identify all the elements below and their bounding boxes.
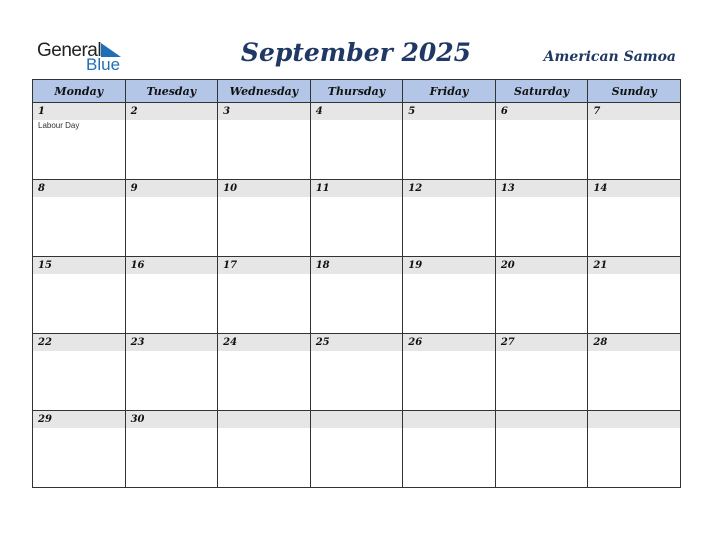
day-cell xyxy=(495,334,588,411)
day-number: 19 xyxy=(403,257,495,274)
day-number xyxy=(218,411,310,428)
day-number: 21 xyxy=(588,257,680,274)
day-number: 26 xyxy=(403,334,495,351)
day-cell xyxy=(218,103,311,180)
day-cell xyxy=(33,411,126,488)
day-cell xyxy=(403,334,496,411)
day-number: 18 xyxy=(311,257,403,274)
country-name: American Samoa xyxy=(543,49,676,65)
day-cell xyxy=(588,257,681,334)
day-number: 29 xyxy=(33,411,125,428)
calendar-title: September 2025 xyxy=(240,38,472,67)
holiday-label: Labour Day xyxy=(38,121,80,130)
day-cell xyxy=(125,411,218,488)
day-number: 12 xyxy=(403,180,495,197)
day-number: 4 xyxy=(311,103,403,120)
week-row xyxy=(33,334,681,411)
day-cell xyxy=(495,180,588,257)
day-number: 25 xyxy=(311,334,403,351)
day-cell xyxy=(588,334,681,411)
day-cell xyxy=(125,180,218,257)
week-row xyxy=(33,257,681,334)
day-number: 11 xyxy=(311,180,403,197)
day-cell xyxy=(403,411,496,488)
day-cell xyxy=(588,103,681,180)
week-row xyxy=(33,103,681,180)
day-number xyxy=(311,411,403,428)
weekday-friday: Friday xyxy=(403,80,496,103)
day-cell xyxy=(403,180,496,257)
day-cell xyxy=(33,103,126,180)
weekday-saturday: Saturday xyxy=(495,80,588,103)
day-cell xyxy=(310,257,403,334)
day-cell xyxy=(495,257,588,334)
day-cell xyxy=(33,180,126,257)
day-number xyxy=(588,411,680,428)
day-number: 8 xyxy=(33,180,125,197)
day-number: 22 xyxy=(33,334,125,351)
weekday-monday: Monday xyxy=(33,80,126,103)
day-cell xyxy=(495,103,588,180)
day-cell xyxy=(403,103,496,180)
weekday-sunday: Sunday xyxy=(588,80,681,103)
day-number: 28 xyxy=(588,334,680,351)
day-number: 10 xyxy=(218,180,310,197)
weekday-wednesday: Wednesday xyxy=(218,80,311,103)
day-number: 14 xyxy=(588,180,680,197)
day-number: 20 xyxy=(496,257,588,274)
logo-word-blue: Blue xyxy=(86,55,121,74)
day-number: 7 xyxy=(588,103,680,120)
weekday-thursday: Thursday xyxy=(310,80,403,103)
day-cell xyxy=(310,334,403,411)
day-cell xyxy=(218,411,311,488)
day-number xyxy=(403,411,495,428)
day-cell xyxy=(588,411,681,488)
day-number: 27 xyxy=(496,334,588,351)
day-number: 16 xyxy=(126,257,218,274)
day-number: 1 xyxy=(33,103,125,120)
day-number: 23 xyxy=(126,334,218,351)
day-number: 30 xyxy=(126,411,218,428)
day-cell xyxy=(33,334,126,411)
week-row xyxy=(33,180,681,257)
day-cell xyxy=(218,334,311,411)
weekday-tuesday: Tuesday xyxy=(125,80,218,103)
day-number xyxy=(496,411,588,428)
day-cell xyxy=(310,103,403,180)
weekday-header-row xyxy=(33,80,681,103)
day-cell xyxy=(310,411,403,488)
day-number: 17 xyxy=(218,257,310,274)
day-number: 24 xyxy=(218,334,310,351)
day-number: 13 xyxy=(496,180,588,197)
calendar-weeks xyxy=(33,103,681,488)
day-number: 5 xyxy=(403,103,495,120)
day-cell xyxy=(218,257,311,334)
day-cell xyxy=(125,257,218,334)
day-number: 3 xyxy=(218,103,310,120)
logo-word-general: General xyxy=(37,40,102,61)
day-cell xyxy=(125,334,218,411)
day-cell xyxy=(495,411,588,488)
day-number: 15 xyxy=(33,257,125,274)
day-number: 9 xyxy=(126,180,218,197)
day-number: 6 xyxy=(496,103,588,120)
day-cell xyxy=(588,180,681,257)
day-number: 2 xyxy=(126,103,218,120)
day-cell xyxy=(403,257,496,334)
day-cell xyxy=(33,257,126,334)
day-cell xyxy=(218,180,311,257)
week-row xyxy=(33,411,681,488)
day-cell xyxy=(125,103,218,180)
day-cell xyxy=(310,180,403,257)
calendar-grid xyxy=(32,79,681,488)
